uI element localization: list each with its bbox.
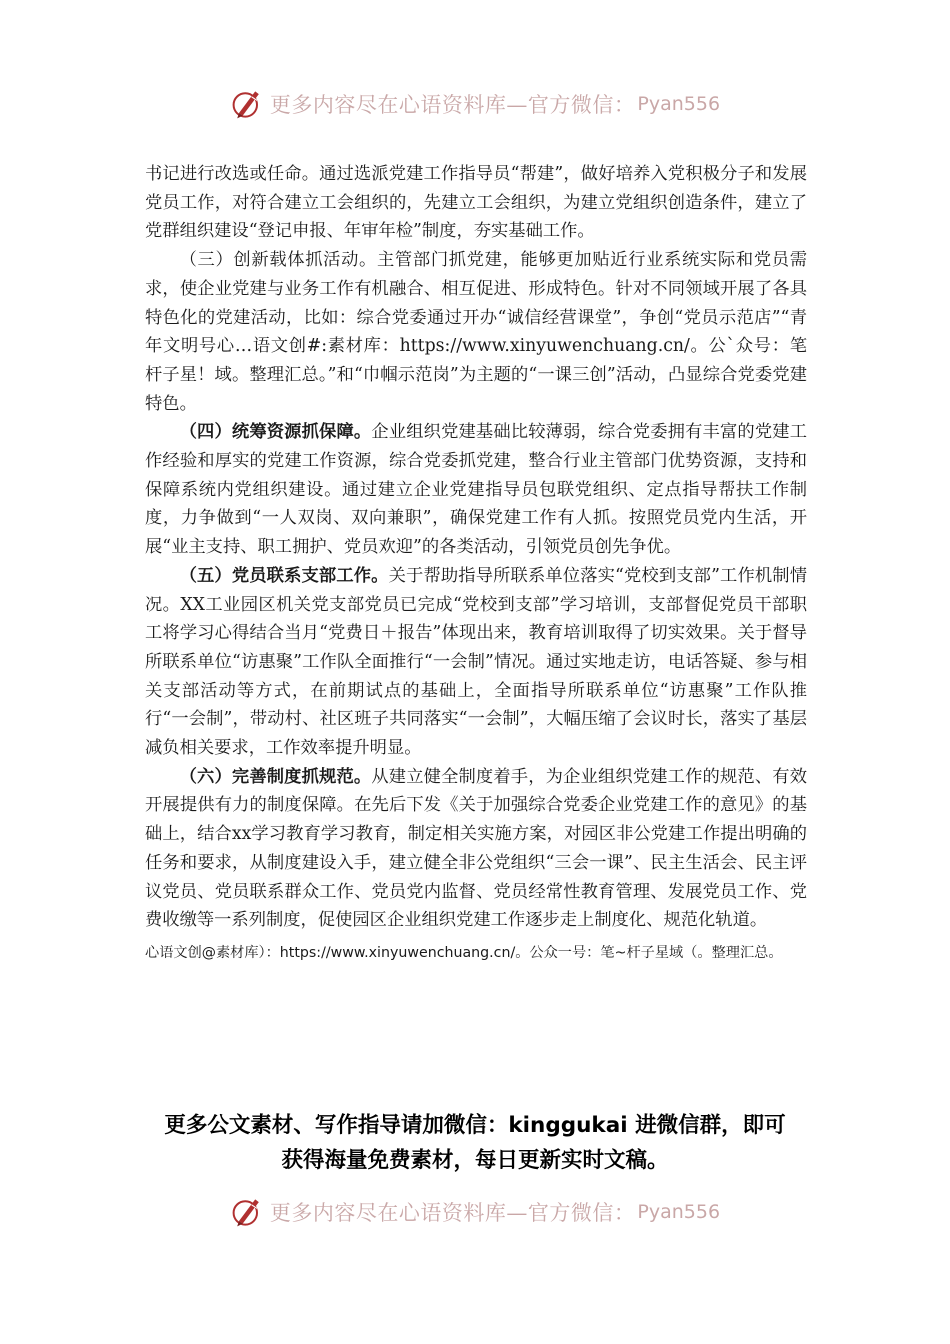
footer-banner — [0, 1192, 950, 1232]
paragraph-member-contact — [145, 562, 807, 763]
paragraph-improve-systems — [145, 763, 807, 935]
footer-banner-text: 更多内容尽在心语资料库—官方微信： — [269, 1201, 636, 1225]
paragraph-text: 企业组织党建基础比较薄弱，综合党委拥有丰富的党建工作经验和厚实的党建工作资源，综合党委抓党建，整合行业主管部门优势资源，支持和保障系统内党组织建设。通过建立企业党建指导员包联党组织、定点指导帮扶工作制度，力争做到“一人双岗、双向兼职”，确保党建工作有人抓。按照党员党内生活，开展“业主支持、职工拥护、党员欢迎”的各类活动，引领党员创先争优。 — [145, 422, 807, 558]
pen-logo-icon — [230, 1194, 266, 1230]
promo-line-1: 更多公文素材、写作指导请加微信：kinggukai 进微信群，即可 — [164, 1113, 786, 1138]
document-body — [145, 160, 807, 966]
pen-logo-icon — [230, 86, 266, 122]
paragraph-text: （三）创新载体抓活动。主管部门抓党建，能够更加贴近行业系统实际和党员需求，使企业党建与业务工作有机融合、相互促进、形成特色。针对不同领域开展了各具特色化的党建活动，比如：综合党委通过开办“诚信经营课堂”，争创“党员示范店”“青年文明号心…语文创#:素材库：https://www.xinyuwenchuang.cn/。公`众号：笔杆子星！域。整理汇总。”和“巾帼示范岗”为主题的“一课三创”活动，凸显综合党委党建特色。 — [145, 250, 807, 414]
header-banner-text: 更多内容尽在心语资料库—官方微信： — [269, 93, 636, 117]
paragraph-text: 关于帮助指导所联系单位落实“党校到支部”工作机制情况。XX工业园区机关党支部党员已完成“党校到支部”学习培训，支部督促党员干部职工将学习心得结合当月“党费日＋报告”体现出来，教育培训取得了切实效果。关于督导所联系单位“访惠聚”工作队全面推行“一会制”情况。通过实地走访，电话答疑、参与相关支部活动等方式，在前期试点的基础上，全面指导所联系单位“访惠聚”工作队推行“一会制”，带动村、社区班子共同落实“一会制”，大幅压缩了会议时长，落实了基层减负相关要求，工作效率提升明显。 — [145, 565, 807, 759]
promo-block — [100, 1108, 850, 1178]
header-banner — [0, 84, 950, 124]
paragraph-heading: （六）完善制度抓规范。 — [179, 766, 372, 787]
paragraph-heading: （四）统筹资源抓保障。 — [179, 422, 372, 443]
footer-wechat-id: Pyan556 — [637, 1201, 721, 1223]
paragraph-text: 从建立健全制度着手，为企业组织党建工作的规范、有效开展提供有力的制度保障。在先后下发《关于加强综合党委企业党建工作的意见》的基础上，结合xx学习教育学习教育，制定相关实施方案，对园区非公党建工作提出明确的任务和要求，从制度建设入手，建立健全非公党组织“三会一课”、民主生活会、民主评议党员、党员联系群众工作、党员党内监督、党员经常性教育管理、发展党员工作、党费收缴等一系列制度，促使园区企业组织党建工作逐步走上制度化、规范化轨道。 — [145, 766, 807, 931]
paragraph-coordinate-resources — [145, 418, 807, 562]
paragraph-text: 书记进行改选或任命。通过选派党建工作指导员“帮建”，做好培养入党积极分子和发展党员工作，对符合建立工会组织的，先建立工会组织，为建立党组织创造条件，建立了党群组织建设“登记申报、年审年检”制度，夯实基础工作。 — [145, 164, 807, 242]
header-wechat-id: Pyan556 — [637, 93, 721, 115]
paragraph-heading: （五）党员联系支部工作。 — [179, 565, 389, 586]
promo-line-2: 获得海量免费素材，每日更新实时文稿。 — [281, 1148, 669, 1173]
source-note: 心语文创@素材库）：https://www.xinyuwenchuang.cn/。公众一号：笔~杆子星域（。整理汇总。 — [145, 944, 783, 961]
paragraph-innovate-activities — [145, 246, 807, 418]
paragraph-continuation — [145, 160, 807, 246]
